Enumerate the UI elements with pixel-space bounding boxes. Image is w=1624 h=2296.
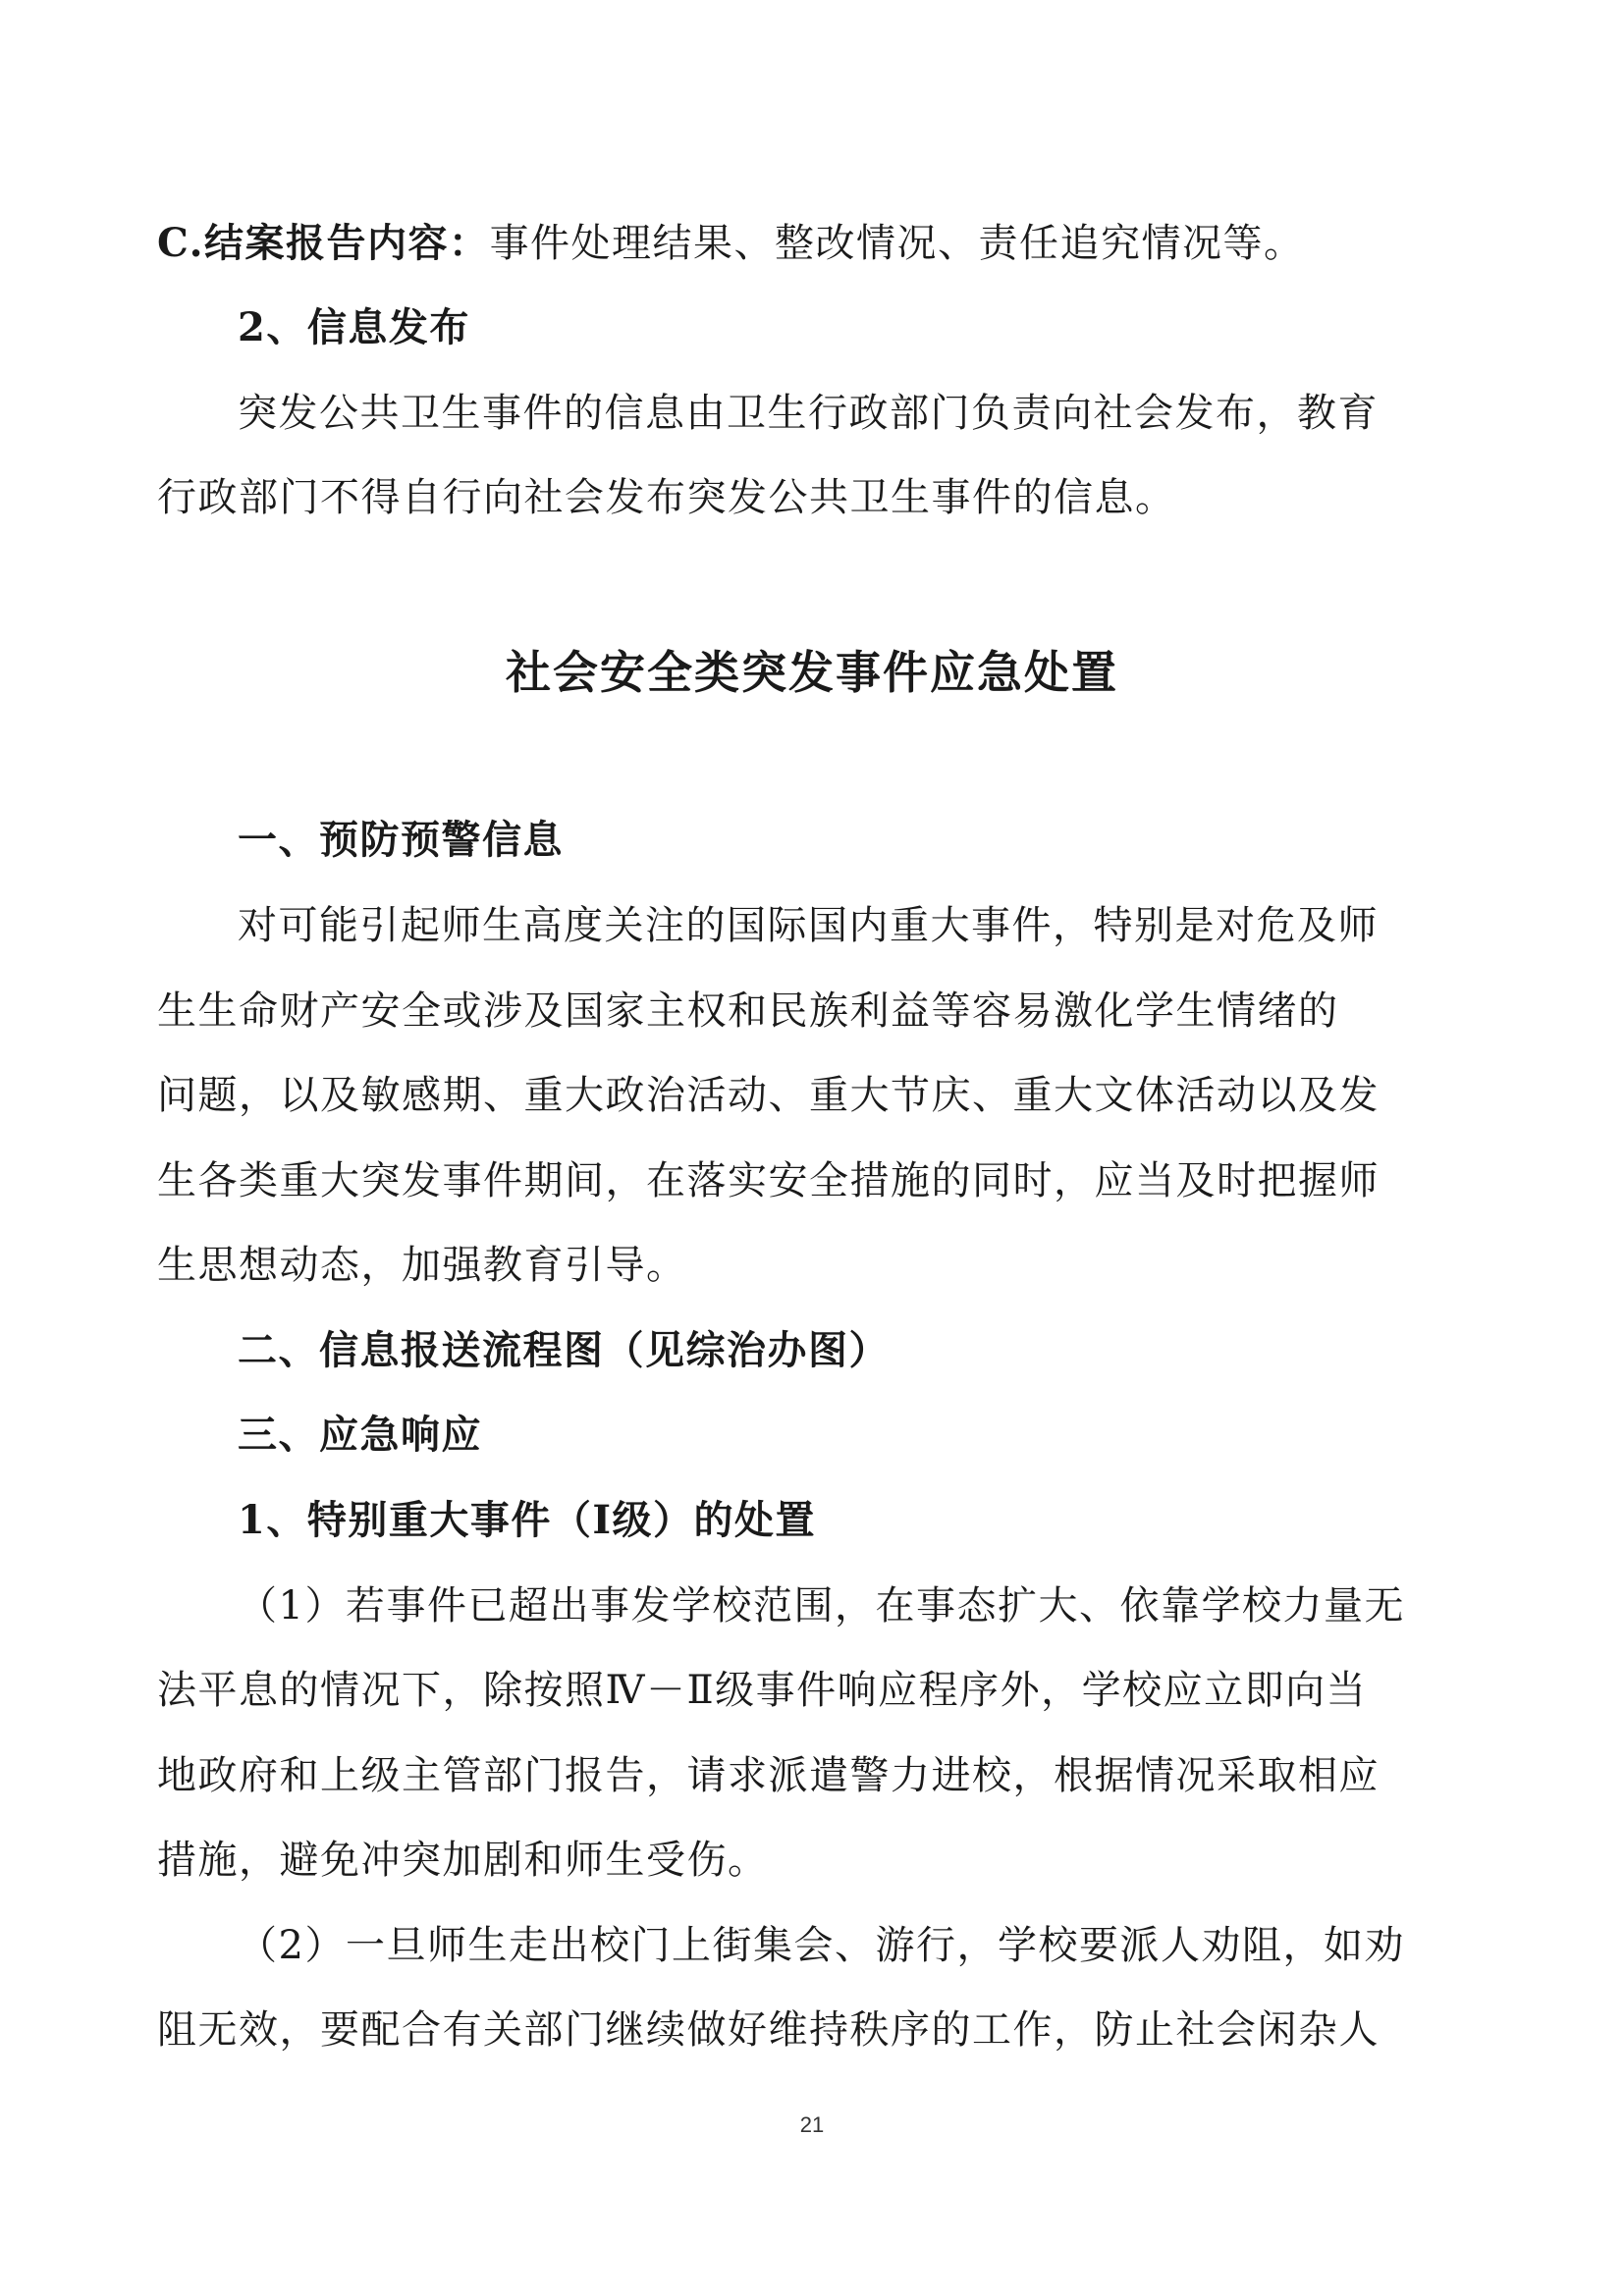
paragraph-line: 生思想动态，加强教育引导。 <box>157 1243 687 1288</box>
section-heading: 二、信息报送流程图（见综治办图） <box>238 1327 890 1373</box>
section-heading: 三、应急响应 <box>238 1412 482 1458</box>
page-title: 社会安全类突发事件应急处置 <box>506 646 1118 699</box>
paragraph-line: 生生命财产安全或涉及国家主权和民族利益等容易激化学生情绪的 <box>157 988 1339 1034</box>
paragraph-line: 地政府和上级主管部门报告，请求派遣警力进校，根据情况采取相应 <box>157 1753 1380 1798</box>
bold-lead-text: C.结案报告内容： <box>157 220 490 266</box>
paragraph-line: （1）若事件已超出事发学校范围，在事态扩大、依靠学校力量无 <box>238 1583 1405 1629</box>
paragraph-line: 行政部门不得自行向社会发布突发公共卫生事件的信息。 <box>157 475 1176 520</box>
paragraph-line: 对可能引起师生高度关注的国际国内重大事件，特别是对危及师 <box>238 903 1379 948</box>
paragraph-line: 生各类重大突发事件期间，在落实安全措施的同时，应当及时把握师 <box>157 1158 1380 1203</box>
paragraph-line: 措施，避免冲突加剧和师生受伤。 <box>157 1838 769 1883</box>
paragraph-line: （2）一旦师生走出校门上街集会、游行，学校要派人劝阻，如劝 <box>238 1923 1405 1968</box>
paragraph-line: 法平息的情况下，除按照Ⅳ－Ⅱ级事件响应程序外，学校应立即向当 <box>157 1668 1368 1713</box>
paragraph-line: 问题，以及敏感期、重大政治活动、重大节庆、重大文体活动以及发 <box>157 1073 1380 1118</box>
paragraph-line <box>157 218 1473 269</box>
line-text: 事件处理结果、整改情况、责任追究情况等。 <box>489 221 1305 266</box>
section-heading: 2、信息发布 <box>238 304 470 350</box>
section-heading: 一、预防预警信息 <box>238 817 564 863</box>
page-number: 21 <box>799 2112 825 2137</box>
paragraph-line: 突发公共卫生事件的信息由卫生行政部门负责向社会发布，教育 <box>238 391 1379 436</box>
subsection-heading: 1、特别重大事件（Ⅰ级）的处置 <box>238 1497 817 1543</box>
paragraph-line: 阻无效，要配合有关部门继续做好维持秩序的工作，防止社会闲杂人 <box>157 2007 1380 2053</box>
